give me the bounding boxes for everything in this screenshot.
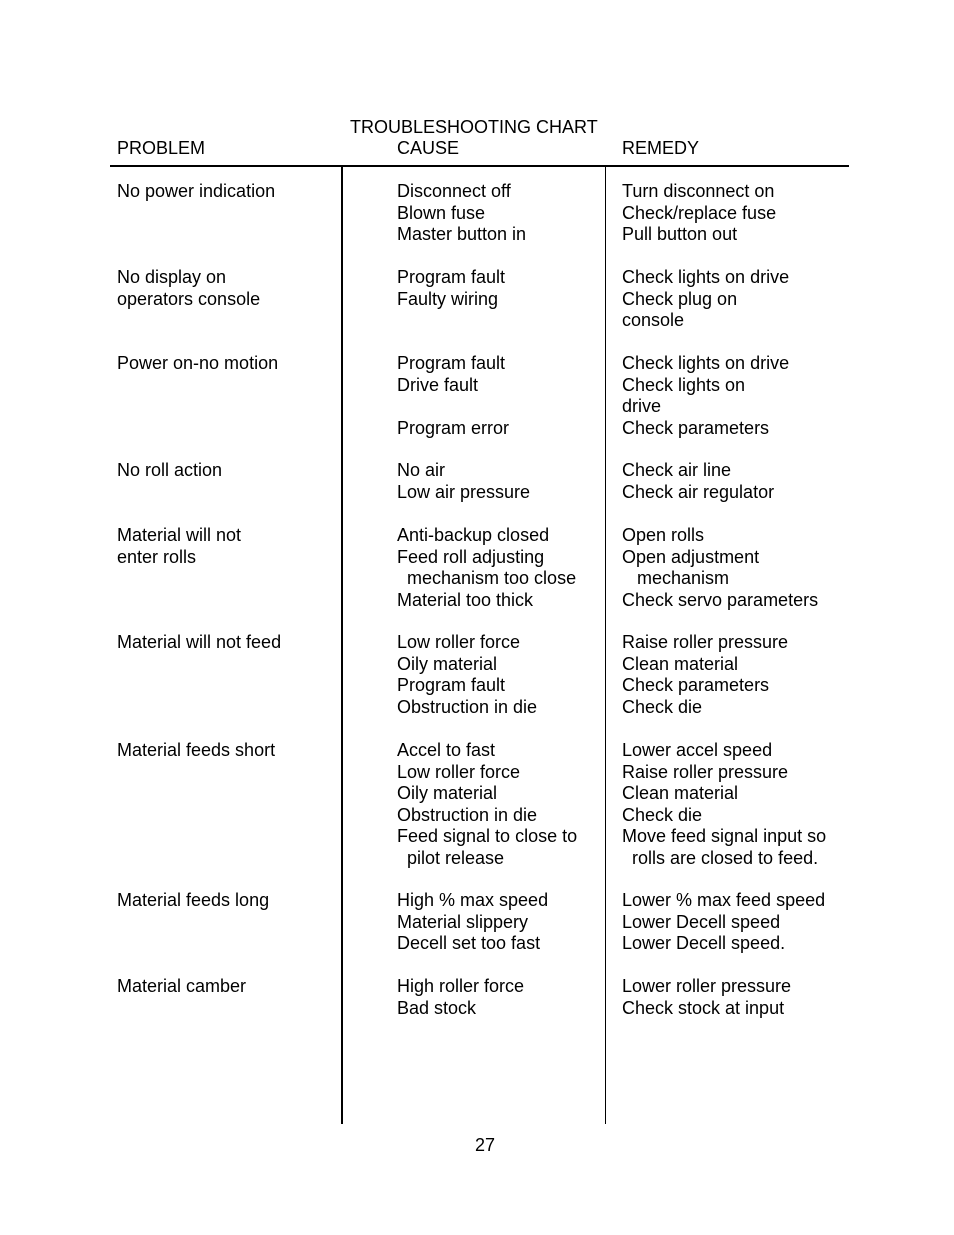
remedy-text-line: Open rolls [622,525,705,545]
cause-text-line: Low roller force [397,632,521,652]
remedy-text-line: Check lights on [622,374,746,395]
remedy-text-line: Check die [622,696,703,717]
problem-text-line: Material will not feed [117,632,282,652]
cause-cell [397,740,577,869]
column-divider-cause-remedy [605,167,606,1124]
problem-text-line: enter rolls [117,546,197,567]
remedy-text-line: Lower % max feed speed [622,890,826,910]
cause-text-line: Feed signal to close to [397,826,578,846]
remedy-text-line: rolls are closed to feed. [622,847,819,868]
cause-text-line: Low roller force [397,761,521,782]
cause-text-line: Material slippery [397,911,529,932]
remedy-text-line: Clean material [622,653,739,674]
remedy-text-line: Clean material [622,783,739,803]
cause-cell [397,890,548,955]
problem-cell [117,890,269,912]
problem-cell [117,353,278,375]
problem-column-header: PROBLEM [117,138,206,158]
remedy-text-line: Raise roller pressure [622,761,789,782]
cause-text-line: Oily material [397,653,498,674]
remedy-cell [622,632,788,718]
problem-cell [117,460,222,482]
remedy-text-line: Turn disconnect on [622,181,775,201]
remedy-cell [622,460,774,503]
cause-cell [397,353,509,439]
cause-cell [397,632,537,718]
cause-cell [397,976,524,1019]
remedy-cell [622,353,789,439]
remedy-text-line: Check stock at input [622,997,785,1018]
remedy-text-line: Lower Decell speed. [622,933,786,953]
cause-text-line: Program fault [397,267,506,287]
cause-text-line: High roller force [397,976,525,996]
cause-text-line: pilot release [397,847,505,868]
cause-text-line: Material too thick [397,589,534,610]
cause-text-line: Obstruction in die [397,696,538,717]
remedy-text-line: Lower accel speed [622,740,773,760]
problem-text-line: Material will not [117,525,242,545]
cause-column-header: CAUSE [397,138,460,158]
remedy-text-line: Lower roller pressure [622,976,792,996]
remedy-column-header: REMEDY [622,138,700,158]
cause-text-line: High % max speed [397,890,549,910]
problem-cell [117,181,275,203]
cause-text-line: Disconnect off [397,181,511,201]
cause-cell [397,181,526,246]
cause-text-line: Program fault [397,353,506,373]
remedy-text-line: Check lights on drive [622,267,790,287]
remedy-text-line: Lower Decell speed [622,911,781,932]
remedy-text-line: drive [622,396,662,416]
cause-cell [397,267,505,310]
remedy-cell [622,267,789,332]
remedy-text-line: Raise roller pressure [622,632,789,652]
remedy-cell [622,976,791,1019]
remedy-text-line: Pull button out [622,224,738,244]
cause-text-line: Oily material [397,783,498,803]
problem-cell [117,525,241,568]
remedy-cell [622,525,818,611]
remedy-text-line: mechanism [622,568,730,588]
remedy-text-line: console [622,310,685,330]
remedy-text-line: Open adjustment [622,546,760,567]
remedy-text-line: Check plug on [622,288,738,309]
cause-text-line: Obstruction in die [397,804,538,825]
cause-text-line: Decell set too fast [397,933,541,953]
remedy-text-line: Check air line [622,460,732,480]
problem-text-line: No power indication [117,181,276,201]
remedy-text-line: Check parameters [622,675,770,695]
remedy-text-line: Check/replace fuse [622,202,777,223]
problem-text-line: Material feeds short [117,740,276,760]
remedy-text-line: Check lights on drive [622,353,790,373]
column-divider-problem-cause [341,167,343,1124]
cause-text-line: Program fault [397,675,506,695]
cause-text-line: Blown fuse [397,202,486,223]
cause-text-line: Master button in [397,224,527,244]
problem-text-line: operators console [117,288,261,309]
chart-title: TROUBLESHOOTING CHART [350,117,598,137]
problem-text-line: Material camber [117,976,247,996]
page-number: 27 [474,1136,496,1154]
remedy-text-line: Check parameters [622,417,770,438]
remedy-text-line: Move feed signal input so [622,826,827,846]
problem-text-line: No display on [117,267,227,287]
remedy-cell [622,181,776,246]
remedy-text-line: Check die [622,804,703,825]
header-rule [110,165,849,167]
problem-cell [117,740,275,762]
remedy-text-line: Check air regulator [622,481,775,502]
remedy-cell [622,890,825,955]
cause-cell [397,525,576,611]
cause-text-line: No air [397,460,446,480]
cause-text-line [397,396,509,418]
problem-text-line: Power on-no motion [117,353,279,373]
problem-cell [117,632,281,654]
cause-text-line: Faulty wiring [397,288,499,309]
cause-text-line: Low air pressure [397,481,531,502]
cause-text-line: Feed roll adjusting [397,546,545,567]
cause-cell [397,460,530,503]
cause-text-line: mechanism too close [397,568,577,588]
cause-text-line: Program error [397,417,510,438]
problem-text-line: No roll action [117,460,223,480]
cause-text-line: Bad stock [397,997,477,1018]
remedy-text-line: Check servo parameters [622,589,819,610]
problem-cell [117,267,260,310]
cause-text-line: Accel to fast [397,740,496,760]
cause-text-line: Anti-backup closed [397,525,550,545]
cause-text-line: Drive fault [397,374,479,395]
problem-text-line: Material feeds long [117,890,270,910]
problem-cell [117,976,246,998]
remedy-cell [622,740,826,869]
